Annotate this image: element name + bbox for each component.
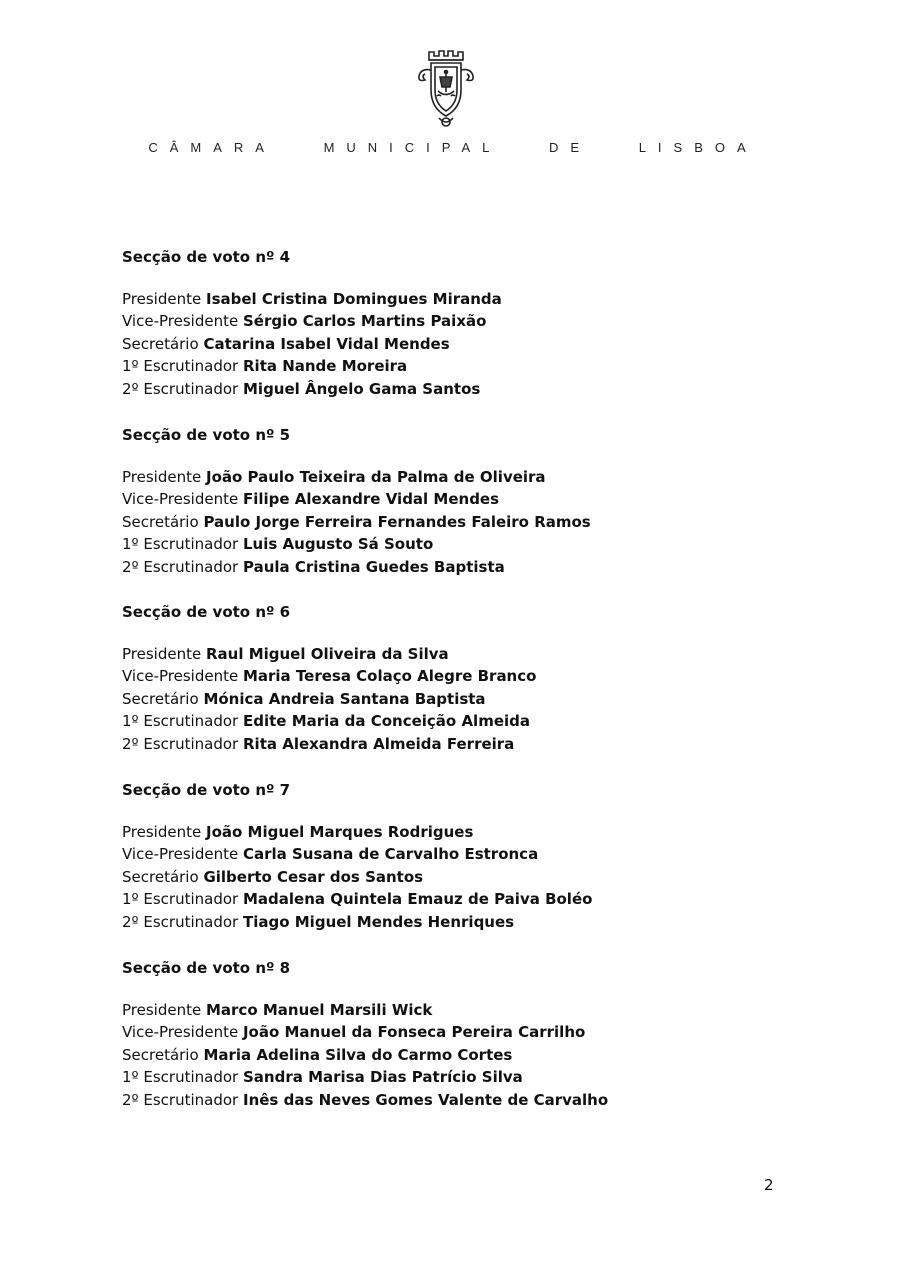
- member-row: Presidente João Miguel Marques Rodrigues: [122, 823, 474, 841]
- section-title: Secção de voto nº 6: [122, 603, 291, 621]
- member-row: Vice-Presidente Maria Teresa Colaço Alegre Branco: [122, 667, 537, 686]
- member-row: 2º Escrutinador Tiago Miguel Mendes Henriques: [122, 912, 515, 931]
- member-row: Vice-Presidente Sérgio Carlos Martins Paixão: [122, 312, 487, 331]
- page-number: 2: [764, 1176, 774, 1194]
- voting-section-8: [122, 959, 822, 1111]
- section-title: Secção de voto nº 7: [122, 781, 291, 799]
- lisbon-coat-of-arms-icon: [403, 46, 489, 132]
- member-row: Presidente João Paulo Teixeira da Palma de Oliveira: [122, 468, 546, 486]
- member-row: Vice-Presidente Carla Susana de Carvalho Estronca: [122, 845, 539, 864]
- masthead-word: LISBOA: [638, 140, 758, 155]
- masthead-word: DE: [549, 140, 592, 155]
- voting-section-5: [122, 426, 822, 578]
- section-title: Secção de voto nº 8: [122, 959, 291, 977]
- section-title: Secção de voto nº 4: [122, 248, 291, 266]
- member-row: Presidente Raul Miguel Oliveira da Silva: [122, 645, 449, 663]
- member-row: 1º Escrutinador Luis Augusto Sá Souto: [122, 535, 434, 554]
- member-row: 2º Escrutinador Inês das Neves Gomes Valente de Carvalho: [122, 1090, 609, 1109]
- voting-section-6: [122, 603, 822, 755]
- member-row: 2º Escrutinador Paula Cristina Guedes Baptista: [122, 557, 505, 576]
- member-row: 1º Escrutinador Edite Maria da Conceição Almeida: [122, 712, 530, 731]
- member-row: 1º Escrutinador Sandra Marisa Dias Patrício Silva: [122, 1068, 523, 1087]
- section-title: Secção de voto nº 5: [122, 426, 291, 444]
- member-row: Presidente Isabel Cristina Domingues Miranda: [122, 290, 502, 308]
- masthead-word: CÂMARA: [148, 140, 276, 155]
- member-row: Presidente Marco Manuel Marsili Wick: [122, 1001, 433, 1019]
- member-row: 1º Escrutinador Madalena Quintela Emauz de Paiva Boléo: [122, 890, 593, 909]
- member-row: Secretário Paulo Jorge Ferreira Fernandes Faleiro Ramos: [122, 512, 591, 531]
- member-row: Secretário Mónica Andreia Santana Baptista: [122, 689, 486, 708]
- member-row: 1º Escrutinador Rita Nande Moreira: [122, 357, 408, 376]
- member-row: Vice-Presidente Filipe Alexandre Vidal Mendes: [122, 490, 500, 509]
- member-row: 2º Escrutinador Miguel Ângelo Gama Santos: [122, 379, 481, 398]
- member-row: Secretário Maria Adelina Silva do Carmo Cortes: [122, 1045, 513, 1064]
- member-row: Secretário Catarina Isabel Vidal Mendes: [122, 334, 450, 353]
- member-row: 2º Escrutinador Rita Alexandra Almeida Ferreira: [122, 734, 515, 753]
- voting-section-4: [122, 248, 822, 400]
- masthead: [0, 140, 906, 155]
- member-row: Vice-Presidente João Manuel da Fonseca Pereira Carrilho: [122, 1023, 586, 1042]
- member-row: Secretário Gilberto Cesar dos Santos: [122, 867, 424, 886]
- voting-section-7: [122, 781, 822, 933]
- masthead-word: MUNICIPAL: [323, 140, 502, 155]
